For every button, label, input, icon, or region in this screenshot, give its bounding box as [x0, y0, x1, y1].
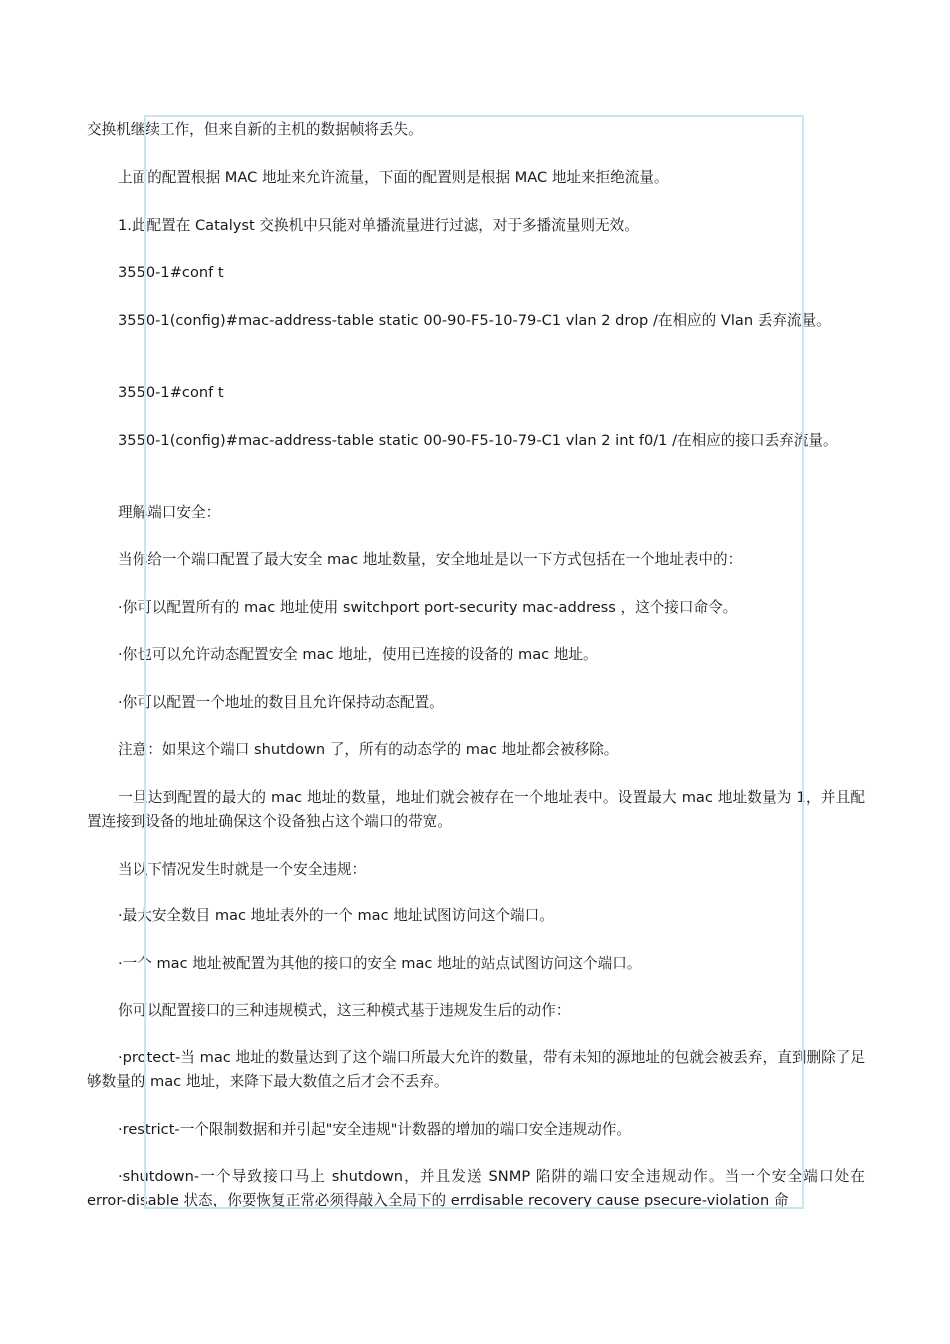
paragraph: [87, 309, 865, 333]
paragraph-text: 注意：如果这个端口 shutdown 了，所有的动态学的 mac 地址都会被移除。: [118, 741, 619, 758]
paragraph-text: ·最大安全数目 mac 地址表外的一个 mac 地址试图访问这个端口。: [118, 907, 554, 924]
paragraph: [87, 904, 865, 928]
paragraph-text: 当以下情况发生时就是一个安全违规：: [118, 861, 367, 878]
paragraph: [87, 643, 865, 667]
paragraph: [87, 952, 865, 976]
paragraph-text: ·你也可以允许动态配置安全 mac 地址，使用已连接的设备的 mac 地址。: [118, 646, 598, 663]
paragraph: [87, 786, 865, 834]
paragraph: [87, 214, 865, 238]
paragraph: [87, 691, 865, 715]
paragraph-text: ·restrict-一个限制数据和并引起"安全违规"计数器的增加的端口安全违规动作。: [118, 1121, 631, 1138]
paragraph-text: ·你可以配置所有的 mac 地址使用 switchport port-security mac-address ，这个接口命令。: [118, 599, 738, 616]
paragraph-text: ·一个 mac 地址被配置为其他的接口的安全 mac 地址的站点试图访问这个端口。: [118, 955, 642, 972]
paragraph: [87, 738, 865, 762]
paragraph: [87, 1118, 865, 1142]
paragraph-text: 交换机继续工作，但来自新的主机的数据帧将丢失。: [87, 121, 423, 138]
paragraph: [87, 166, 865, 190]
paragraph-text: 3550-1#conf t: [118, 384, 224, 401]
paragraph: [87, 429, 865, 453]
paragraph: [87, 999, 865, 1023]
paragraph: [87, 596, 865, 620]
paragraph: [87, 501, 865, 525]
paragraph: [87, 858, 865, 882]
paragraph-text: 3550-1(config)#mac-address-table static 00-90-F5-10-79-C1 vlan 2 int f0/1 /在相应的接口丢弃流量。: [118, 432, 838, 449]
paragraph-text: ·你可以配置一个地址的数目且允许保持动态配置。: [118, 694, 444, 711]
paragraph-text: 理解端口安全：: [118, 504, 221, 521]
paragraph: [87, 1046, 865, 1094]
paragraph: [87, 381, 865, 405]
paragraph-text: 3550-1(config)#mac-address-table static 00-90-F5-10-79-C1 vlan 2 drop /在相应的 Vlan 丢弃流量。: [118, 312, 831, 329]
paragraph-text: 当你给一个端口配置了最大安全 mac 地址数量，安全地址是以一下方式包括在一个地址表中的：: [118, 551, 743, 568]
paragraph-text: 你可以配置接口的三种违规模式，这三种模式基于违规发生后的动作：: [118, 1002, 571, 1019]
paragraph-text: ·protect-当 mac 地址的数量达到了这个端口所最大允许的数量，带有未知的源地址的包就会被丢弃，直到删除了足够数量的 mac 地址，来降下最大数值之后才会不丢弃。: [87, 1049, 865, 1090]
paragraph-text: 1.此配置在 Catalyst 交换机中只能对单播流量进行过滤，对于多播流量则无效。: [118, 217, 639, 234]
paragraph-text: ·shutdown-一个导致接口马上 shutdown，并且发送 SNMP 陷阱的端口安全违规动作。当一个安全端口处在 error-disable 状态，你要恢复正常必须得敲入全局下的 errdisable recovery cause psecure-violation 命: [87, 1168, 865, 1209]
paragraph: [87, 1165, 865, 1213]
paragraph-text: 3550-1#conf t: [118, 264, 224, 281]
paragraph-text: 一旦达到配置的最大的 mac 地址的数量，地址们就会被存在一个地址表中。设置最大 mac 地址数量为 1，并且配置连接到设备的地址确保这个设备独占这个端口的带宽。: [87, 789, 865, 830]
paragraph: [87, 118, 865, 142]
paragraph: [87, 548, 865, 572]
paragraph-text: 上面的配置根据 MAC 地址来允许流量，下面的配置则是根据 MAC 地址来拒绝流量。: [118, 169, 669, 186]
paragraph: [87, 261, 865, 285]
